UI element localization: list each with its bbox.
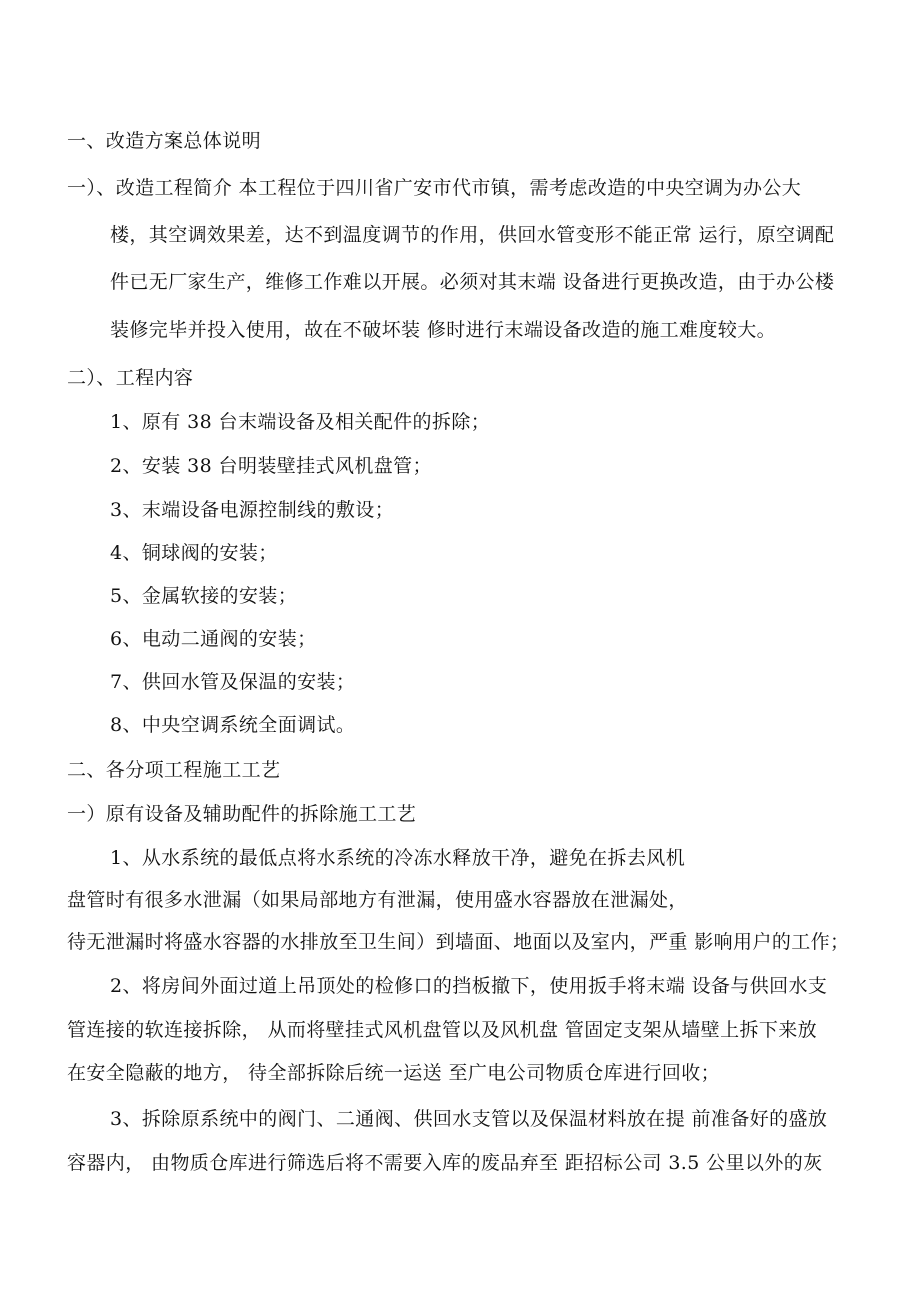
subsection-heading-work-content: 二）、工程内容: [67, 367, 194, 389]
paragraph-line: 管连接的软连接拆除， 从而将壁挂式风机盘管以及风机盘 管固定支架从墙壁上拆下来放: [67, 1019, 818, 1041]
paragraph-line: 容器内， 由物质仓库进行筛选后将不需要入库的废品弃至 距招标公司 3.5 公里以外的灰: [67, 1152, 823, 1174]
subsection-heading-intro: 一）、改造工程简介 本工程位于四川省广安市代市镇，需考虑改造的中央空调为办公大: [67, 177, 802, 199]
work-item: 8、中央空调系统全面调试。: [110, 714, 356, 736]
intro-paragraph-line: 件已无厂家生产，维修工作难以开展。必须对其末端 设备进行更换改造，由于办公楼: [110, 271, 835, 293]
work-item: 3、末端设备电源控制线的敷设；: [110, 499, 395, 521]
work-item: 2、安装 38 台明装壁挂式风机盘管；: [110, 455, 432, 477]
intro-paragraph-line: 装修完毕并投入使用，故在不破坏装 修时进行末端设备改造的施工难度较大。: [110, 319, 777, 341]
work-item: 4、铜球阀的安装；: [110, 542, 278, 564]
paragraph-line: 待无泄漏时将盛水容器的水排放至卫生间）到墙面、地面以及室内，严重 影响用户的工作；: [67, 931, 850, 953]
work-item: 6、电动二通阀的安装；: [110, 628, 317, 650]
work-item: 1、原有 38 台末端设备及相关配件的拆除；: [110, 411, 491, 433]
paragraph-line: 2、将房间外面过道上吊顶处的检修口的挡板撤下，使用扳手将末端 设备与供回水支: [110, 975, 828, 997]
work-item: 5、金属软接的安装；: [110, 585, 298, 607]
intro-paragraph-line: 楼，其空调效果差，达不到温度调节的作用，供回水管变形不能正常 运行，原空调配: [110, 224, 835, 246]
paragraph-line: 3、拆除原系统中的阀门、二通阀、供回水支管以及保温材料放在提 前准备好的盛放: [110, 1108, 828, 1130]
paragraph-line: 1、从水系统的最低点将水系统的冷冻水释放干净，避免在拆去风机: [110, 847, 686, 869]
paragraph-line: 盘管时有很多水泄漏（如果局部地方有泄漏，使用盛水容器放在泄漏处，: [67, 889, 688, 911]
section-heading-1: 一、改造方案总体说明: [67, 130, 262, 152]
subsection-heading-removal: 一）原有设备及辅助配件的拆除施工工艺: [67, 803, 417, 825]
work-item: 7、供回水管及保温的安装；: [110, 671, 356, 693]
paragraph-line: 在安全隐蔽的地方， 待全部拆除后统一运送 至广电公司物质仓库进行回收；: [67, 1062, 721, 1084]
section-heading-2: 二、各分项工程施工工艺: [67, 759, 281, 781]
